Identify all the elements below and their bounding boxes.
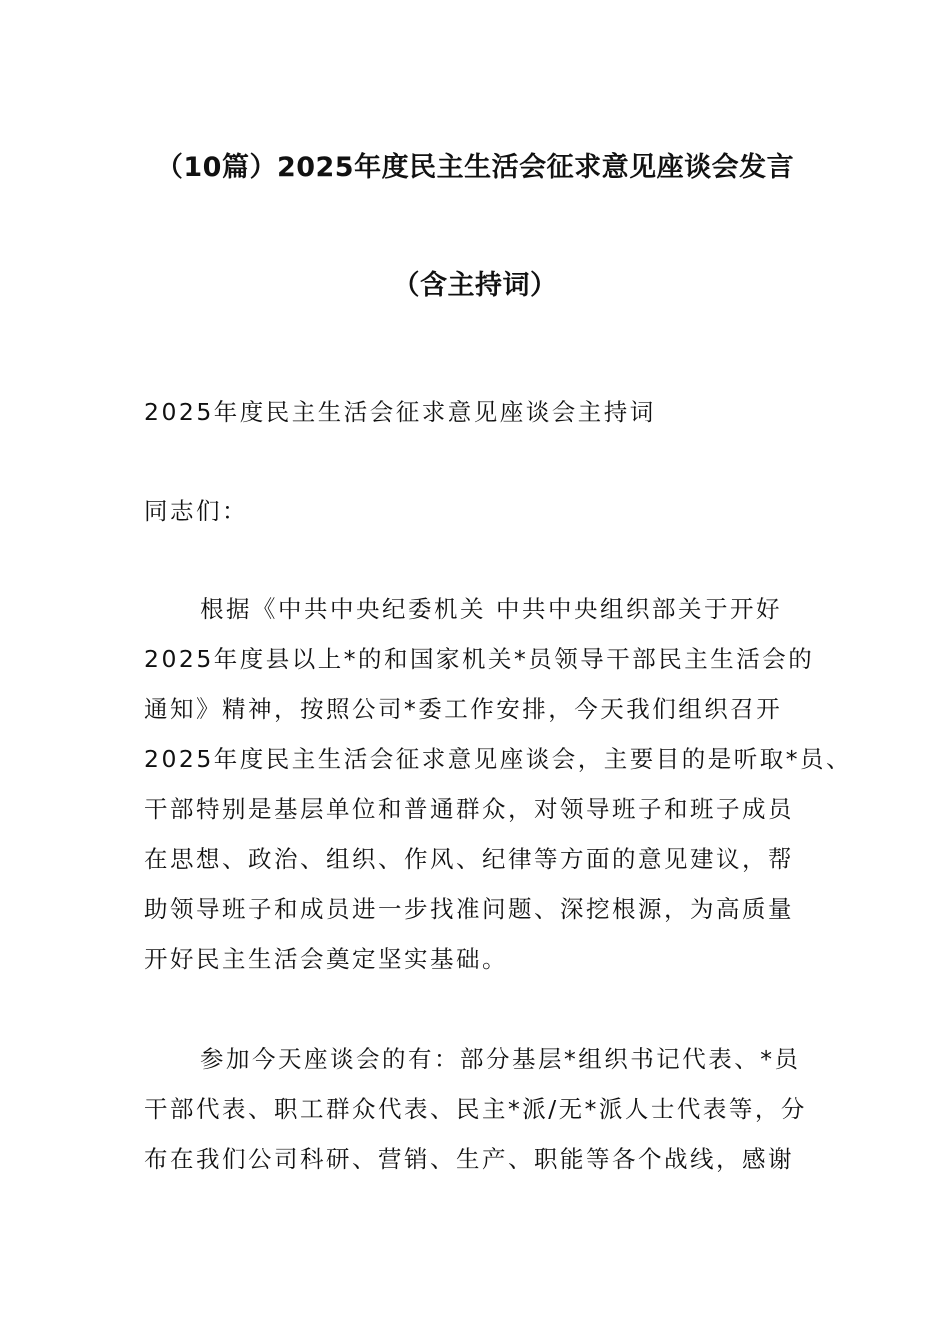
paragraph-2 bbox=[144, 1034, 824, 1184]
paragraph-line: 在思想、政治、组织、作风、纪律等方面的意见建议，帮 bbox=[144, 845, 794, 873]
paragraph-line: 干部代表、职工群众代表、民主*派/无*派人士代表等，分 bbox=[144, 1095, 807, 1123]
greeting: 同志们： bbox=[144, 497, 248, 525]
paragraph-line: 2025年度县以上*的和国家机关*员领导干部民主生活会的 bbox=[144, 645, 815, 673]
document-subtitle: （含主持词） bbox=[392, 270, 558, 301]
paragraph-line: 通知》精神，按照公司*委工作安排，今天我们组织召开 bbox=[144, 695, 783, 723]
paragraph-line: 2025年度民主生活会征求意见座谈会，主要目的是听取*员、 bbox=[144, 745, 853, 773]
document-title: （10篇）2025年度民主生活会征求意见座谈会发言 bbox=[155, 152, 795, 183]
paragraph-line: 布在我们公司科研、营销、生产、职能等各个战线，感谢 bbox=[144, 1145, 794, 1173]
paragraph-line: 参加今天座谈会的有：部分基层*组织书记代表、*员 bbox=[200, 1045, 801, 1073]
paragraph-line: 开好民主生活会奠定坚实基础。 bbox=[144, 945, 508, 973]
paragraph-line: 根据《中共中央纪委机关 中共中央组织部关于开好 bbox=[200, 595, 782, 623]
paragraph-line: 干部特别是基层单位和普通群众，对领导班子和班子成员 bbox=[144, 795, 794, 823]
paragraph-line: 助领导班子和成员进一步找准问题、深挖根源，为高质量 bbox=[144, 895, 794, 923]
paragraph-1 bbox=[144, 584, 853, 984]
section-heading: 2025年度民主生活会征求意见座谈会主持词 bbox=[144, 398, 656, 426]
